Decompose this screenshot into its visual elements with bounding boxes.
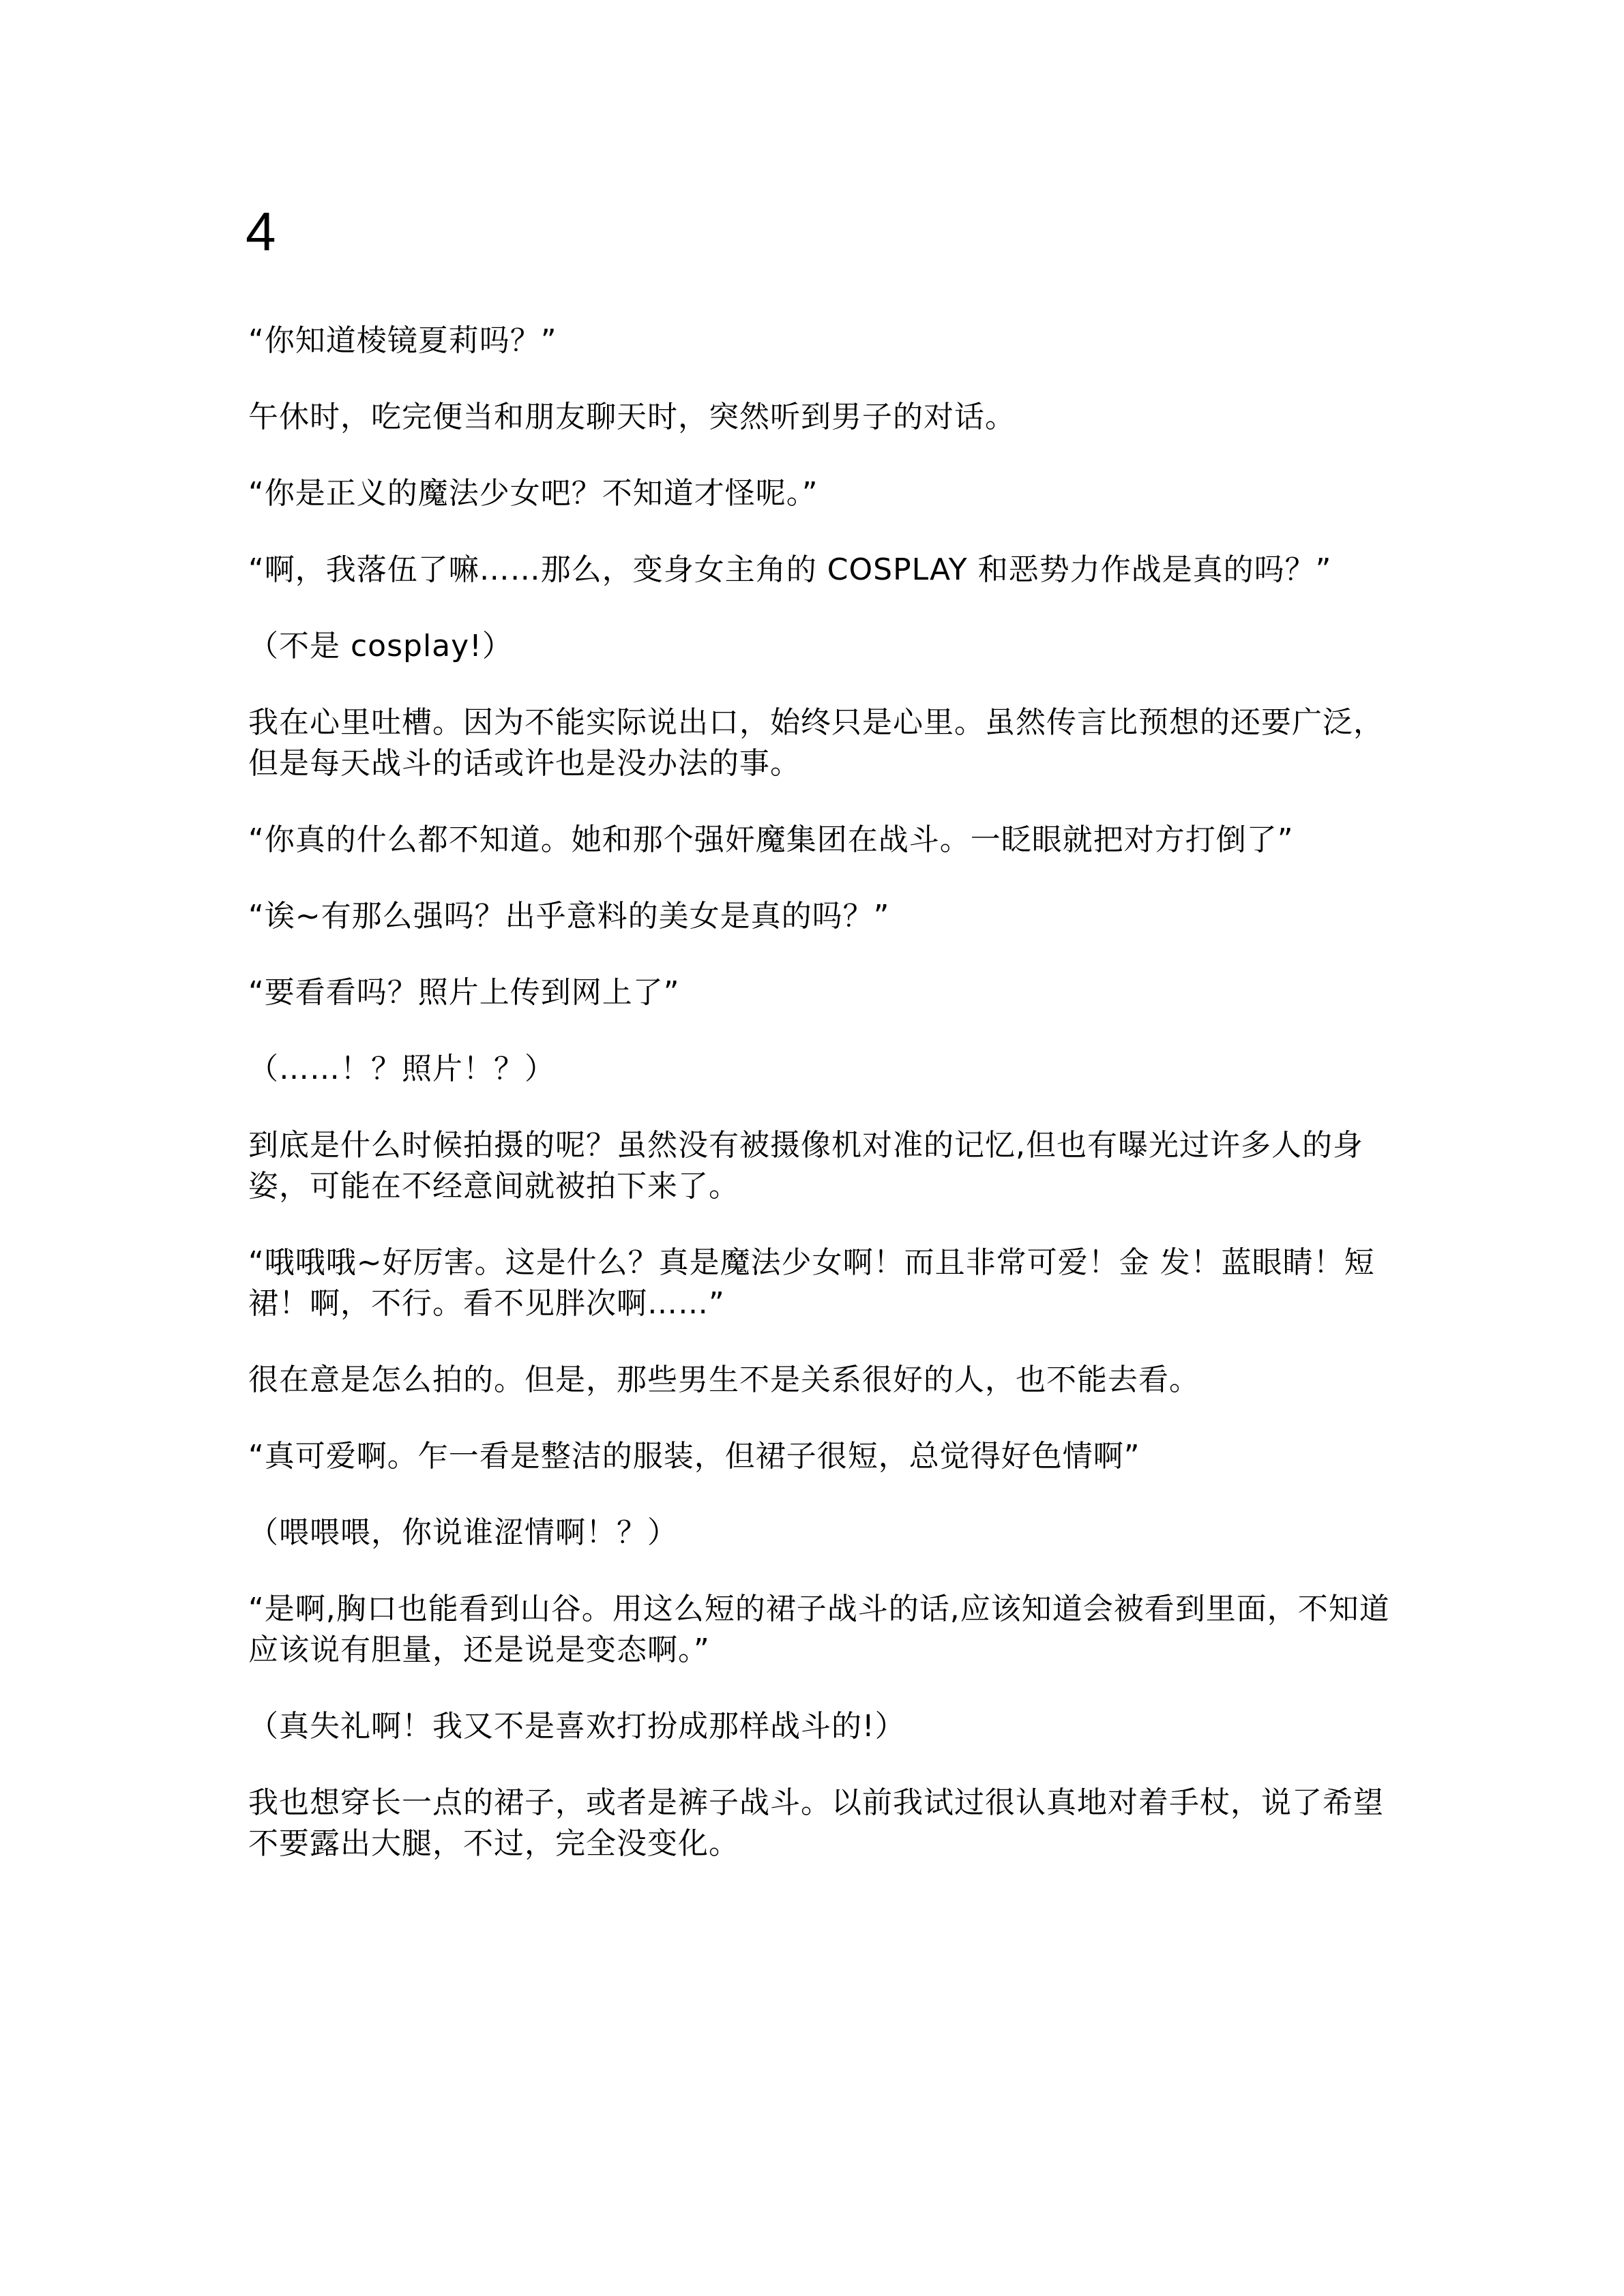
paragraph: 午休时，吃完便当和朋友聊天时，突然听到男子的对话。 — [248, 400, 1016, 434]
paragraph: 我在心里吐槽。因为不能实际说出口，始终只是心里。虽然传言比预想的还要广泛，但是每天战斗的话或许也是没办法的事。 — [248, 705, 1384, 781]
paragraph: “要看看吗？照片上传到网上了” — [248, 975, 680, 1010]
paragraph: （真失礼啊！我又不是喜欢打扮成那样战斗的!） — [248, 1709, 906, 1744]
paragraph: （喂喂喂，你说谁涩情啊！？） — [248, 1515, 678, 1550]
paragraph: （……！？照片！？） — [248, 1052, 555, 1086]
paragraph: 我也想穿长一点的裙子，或者是裤子战斗。以前我试过很认真地对着手杖，说了希望不要露出大腿，不过，完全没变化。 — [248, 1785, 1384, 1861]
paragraph: （不是 cosplay!） — [248, 629, 513, 664]
paragraph: “哦哦哦~好厉害。这是什么？真是魔法少女啊！而且非常可爱！金 发！蓝眼睛！短裙！啊，不行。看不见胖次啊……” — [248, 1245, 1375, 1321]
paragraph: “你真的什么都不知道。她和那个强奸魔集团在战斗。一眨眼就把对方打倒了” — [248, 822, 1294, 857]
chapter-number: 4 — [246, 201, 276, 262]
paragraph: “啊，我落伍了嘛……那么，变身女主角的 COSPLAY 和恶势力作战是真的吗？” — [248, 552, 1332, 587]
paragraph: “是啊,胸口也能看到山谷。用这么短的裙子战斗的话,应该知道会被看到里面，不知道应该说有胆量，还是说是变态啊。” — [248, 1592, 1390, 1667]
paragraph: “你知道棱镜夏莉吗？” — [248, 323, 557, 358]
paragraph: 到底是什么时候拍摄的呢？虽然没有被摄像机对准的记忆,但也有曝光过许多人的身姿，可能在不经意间就被拍下来了。 — [248, 1128, 1363, 1204]
paragraph: “诶~有那么强吗？出乎意料的美女是真的吗？” — [248, 899, 890, 934]
paragraph: “真可爱啊。乍一看是整洁的服装，但裙子很短，总觉得好色情啊” — [248, 1439, 1140, 1474]
paragraph: “你是正义的魔法少女吧？不知道才怪呢。” — [248, 476, 818, 511]
paragraph: 很在意是怎么拍的。但是，那些男生不是关系很好的人，也不能去看。 — [248, 1362, 1200, 1397]
body-text — [248, 320, 1394, 1900]
